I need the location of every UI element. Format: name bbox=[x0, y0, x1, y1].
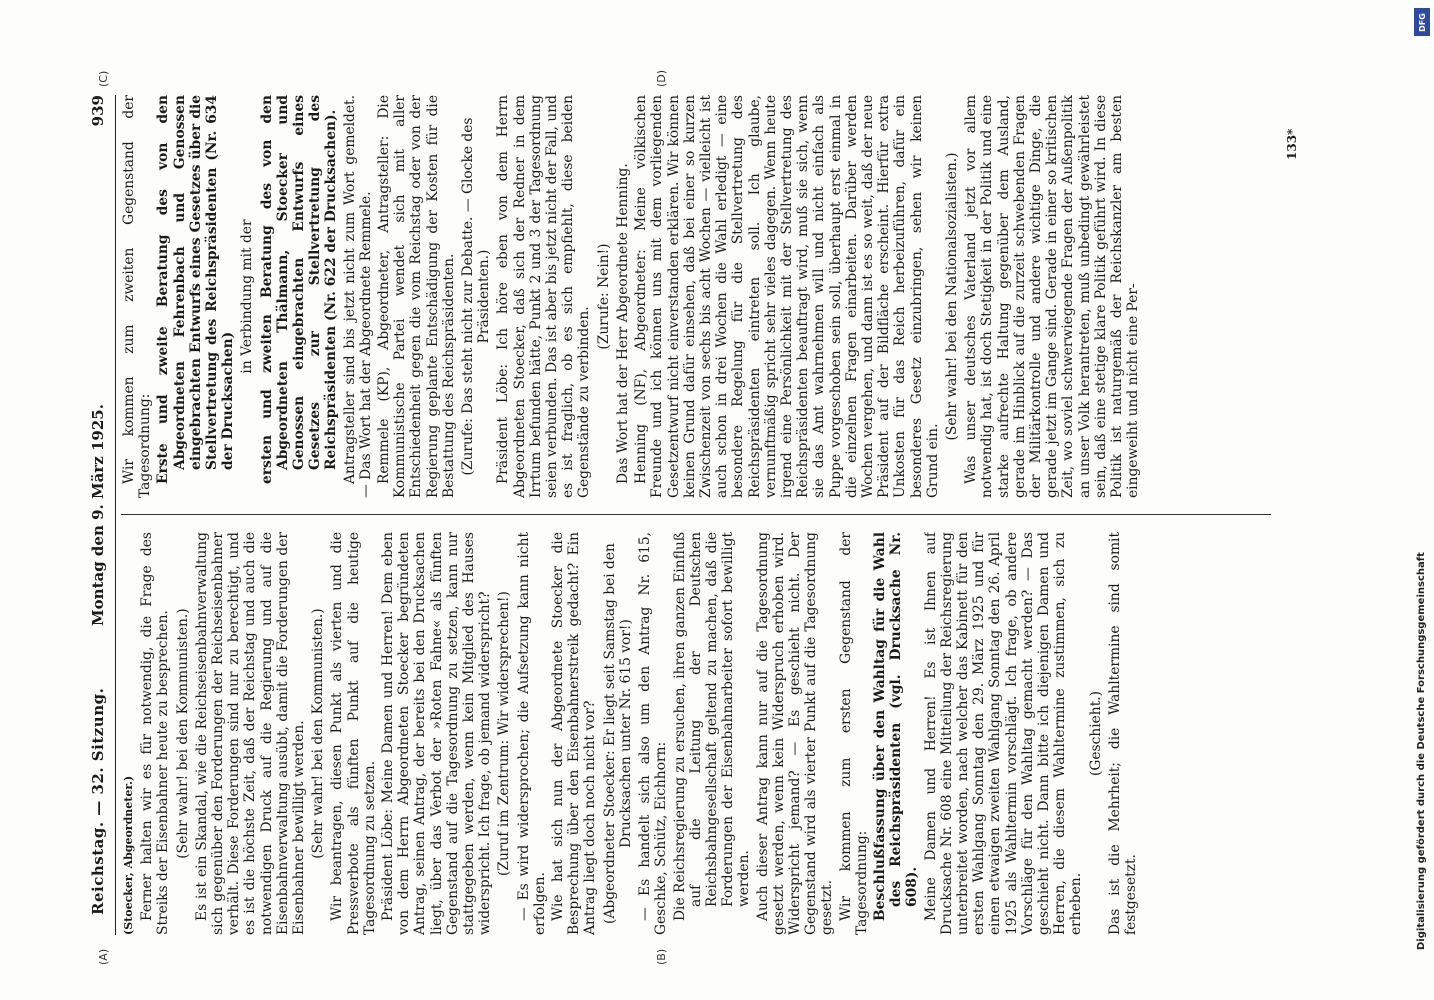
paragraph: Wie hat sich nun der Abgeordnete Stoecker die Besprechung über den Eisenbahnerstreik gedacht? Ein Antrag liegt doch noch nicht vor? bbox=[550, 532, 599, 935]
paragraph: Ferner halten wir es für notwendig, die Frage des Streiks der Eisenbahner heute zu besprechen. bbox=[139, 532, 172, 935]
interjection: (Abgeordneter Stoecker: Er liegt seit Samstag bei den Drucksachen unter Nr. 615 vor!) bbox=[601, 543, 634, 924]
left-text-column bbox=[121, 532, 1311, 935]
interjection: (Zuruf im Zentrum: Wir widersprechen!) bbox=[496, 591, 513, 876]
interjection: (Zurufe: Das steht nicht zur Debatte. — Glocke des Präsidenten.) bbox=[460, 117, 493, 476]
margin-mark-c: (C) bbox=[97, 70, 110, 87]
paragraph: Meine Damen und Herren! Es ist Ihnen auf Drucksache Nr. 608 eine Mitteilung der Reichsregierung unterbreitet worden, nach welcher das Kabinett für den ersten Wahlgang Sonntag den 29. März 1925 und für einen etwaigen zweiten Wahlgang Sonntag den 26. April 1925 als Wahltermin vorschlägt. Ich frage, ob andere Vorschläge für den Wahltag gemacht werden? — Das geschieht nicht. Dann bitte ich diejenigen Damen und Herren, die diesem Wahltermine zustimmen, sich zu erheben. bbox=[922, 532, 1085, 935]
agenda-item: Beschlußfassung über den Wahltag für die Wahl des Reichspräsidenten (vgl. Drucksache Nr. 608). bbox=[871, 532, 921, 921]
column-divider bbox=[121, 514, 1271, 515]
paragraph: Was unser deutsches Vaterland jetzt vor allem notwendig hat, ist doch Stetigkeit in der Politik und eine starke aufrechte Haltung gegenüber dem Ausland, gerade im Hinblick auf die zurzeit schwebenden Fragen der Militärkontrolle und andere wichtige Dinge, die gerade jetzt im Gange sind. Gerade in einer so kritischen Zeit, wo soviel schwerwiegende Fragen der Außenpolitik an unser Volk herantreten, muß unbedingt gewährleistet sein, daß eine stetige klare Politik geführt wird. In diese Politik ist naturgemäß der Reichskanzler am besten eingeweiht und nicht eine Per- bbox=[963, 95, 1142, 498]
speech-president: Präsident Löbe: Meine Damen und Herren! Dem eben von dem Herrn Abgeordneten Stoecker begründeten Antrag, seinen Antrag, der bereits bei den Drucksachen liegt, über das Verbot der »Roten Fahne« als fünften Gegenstand auf die Tagesordnung zu setzen, kann nur stattgegeben werden, wenn kein Mitglied des Hauses widerspricht. Ich frage, ob jemand widerspricht? bbox=[380, 532, 494, 935]
dfg-logo: DFG bbox=[1414, 8, 1430, 36]
speaker-continuation: (Stoecker, Abgeordneter.) bbox=[122, 775, 135, 935]
speech-president: Präsident Löbe: Ich höre eben von dem Herrn Abgeordneten Stoecker, daß sich der Redner in dem Irrtum befunden hätte, Punkt 2 und 3 der Tagesordnung seien verbunden. Das ist aber bis jetzt nicht der Fall, und es ist fraglich, ob es sich empfiehlt, diese beiden Gegenstände zu verbinden. bbox=[495, 95, 593, 498]
running-header bbox=[85, 95, 115, 935]
paragraph: Auch dieser Antrag kann nur auf die Tagesordnung gesetzt werden, wenn kein Widerspruch erhoben wird. Widerspricht jemand? — Es geschieht nicht. Der Gegenstand wird als vierter Punkt auf die Tagesordnung gesetzt. bbox=[754, 532, 836, 935]
paragraph: Wir kommen zum ersten Gegenstand der Tagesordnung: bbox=[837, 532, 870, 935]
interjection: (Geschieht.) bbox=[1087, 690, 1104, 777]
paragraph: Wir kommen zum zweiten Gegenstand der Tagesordnung: bbox=[121, 95, 154, 498]
header-session: Reichstag. — 32. Sitzung. bbox=[89, 687, 107, 915]
paragraph: — Es handelt sich also um den Antrag Nr. 615, Geschke, Schütz, Eichhorn: bbox=[637, 532, 670, 935]
paragraph: Das ist die Mehrheit; die Wahltermine sind somit festgesetzt. bbox=[1106, 532, 1139, 935]
paragraph: — Es wird widersprochen; die Aufsetzung kann nicht erfolgen. bbox=[515, 532, 548, 935]
margin-mark-a: (A) bbox=[97, 948, 110, 965]
right-text-column bbox=[121, 95, 1311, 498]
speech-remmele: Remmele (KP), Abgeordneter, Antragsteller: Die Kommunistische Partei wendet sich mit aller Entschiedenheit gegen die vom Reichstag oder von der Regierung geplante Entschädigung der Kosten für die Bestattung des Reichspräsidenten. bbox=[376, 95, 457, 498]
interjection: (Zurufe: Nein!) bbox=[595, 243, 612, 350]
header-date: Montag den 9. März 1925. bbox=[89, 404, 107, 626]
header-rule bbox=[115, 95, 116, 935]
motion-text: Die Reichsregierung zu ersuchen, ihren ganzen Einfluß auf die Leitung der Deutschen Reichsbahngesellschaft geltend zu machen, daß die Forderungen der Eisenbahnarbeiter sofort bewilligt werden. bbox=[671, 532, 753, 921]
speech-henning: Henning (NF), Abgeordneter: Meine völkischen Freunde und ich können uns mit dem vorliegenden Gesetzentwurf nicht einverstanden erklären. Wir können keinen Grund dafür einsehen, daß bei einer so kurzen Zwischenzeit von sechs bis acht Wochen — vielleicht ist auch schon in drei Wochen die Wahl erledigt — eine besondere Regelung für die Stellvertretung des Reichspräsidenten eintreten soll. Ich glaube, vernunftmäßig spricht sehr vieles dagegen. Wenn heute irgend eine Persönlichkeit mit der Stellvertretung des Reichspräsidenten beauftragt wird, muß sie sich, wenn sie das Amt wahrnehmen will und nicht einfach als Puppe vorgeschoben sein soll, überhaupt erst einmal in die einzelnen Fragen einarbeiten. Darüber werden Wochen vergehen, und dann ist es so weit, daß der neue Präsident auf der Bildfläche erscheint. Hierfür extra Unkosten für das Reich herbeizuführen, dafür ein besonderes Gesetz einzubringen, sehen wir keinen Grund ein. bbox=[633, 95, 941, 498]
paragraph: Antragsteller sind bis jetzt nicht zum Wort gemeldet. — Das Wort hat der Abgeordnete Remmele. bbox=[341, 95, 374, 498]
interjection: (Sehr wahr! bei den Kommunisten.) bbox=[174, 608, 191, 859]
page-number: 939 bbox=[89, 95, 107, 127]
paragraph: Es ist ein Skandal, wie die Reichseisenbahnverwaltung sich gegenüber den Forderungen der Reichseisenbahner verhält. Diese Forderungen sind nur zu berechtigt, und es ist die höchste Zeit, daß der Reichstag und auch die notwendigen Druck auf die Regierung und auf die Eisenbahnverwaltung ausübt, damit die Forderungen der Eisenbahner bewilligt werden. bbox=[193, 532, 308, 935]
agenda-item: Erste und zweite Beratung des von den Abgeordneten Fehrenbach und Genossen eingebrachten Entwurfs eines Gesetzes über die Stellvertretung des Reichspräsidenten (Nr. 634 der Drucksachen) bbox=[155, 95, 237, 484]
paragraph: Das Wort hat der Herr Abgeordnete Henning. bbox=[614, 163, 631, 484]
rotated-page-content bbox=[85, 69, 1335, 965]
agenda-item: ersten und zweiten Beratung des von den Abgeordneten Thälmann, Stoecker und Genossen eingebrachten Entwurfs eines Gesetzes zur Stellvertretung des Reichspräsidenten (Nr. 622 der Drucksachen). bbox=[258, 95, 340, 484]
connector-line: in Verbindung mit der bbox=[239, 219, 256, 374]
funding-notice: Digitalisierung gefördert durch die Deutsche Forschungsgemeinschaft bbox=[1416, 552, 1427, 950]
margin-mark-b: (B) bbox=[655, 948, 668, 965]
interjection: (Sehr wahr! bei den Kommunisten.) bbox=[310, 608, 327, 859]
printer-signature: 133* bbox=[1285, 128, 1299, 160]
margin-mark-d: (D) bbox=[655, 69, 668, 87]
dfg-sidebar bbox=[1410, 0, 1434, 1000]
paragraph: Wir beantragen, diesen Punkt als vierten und die Pressverbote als fünften Punkt auf die heutige Tagesordnung zu setzen. bbox=[329, 532, 378, 935]
interjection: (Sehr wahr! bei den Nationalsozialisten.) bbox=[943, 152, 960, 441]
